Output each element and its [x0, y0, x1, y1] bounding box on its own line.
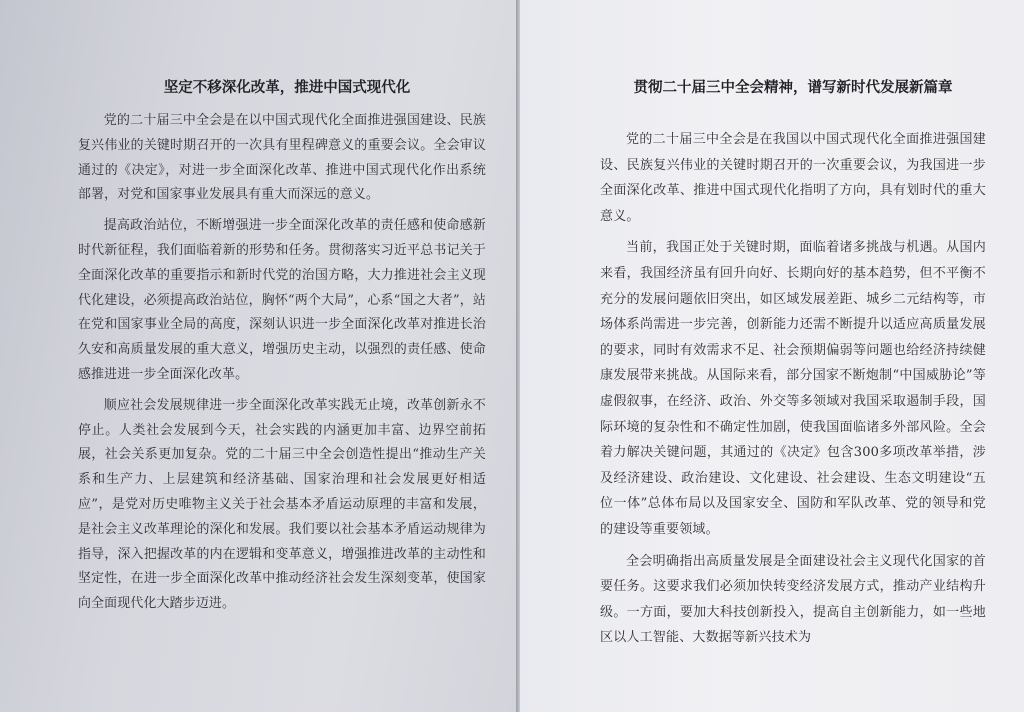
- right-document-page: [520, 0, 1024, 712]
- right-page-title: 贯彻二十届三中全会精神，谱写新时代发展新篇章: [633, 80, 953, 96]
- right-paragraph-3: 全会明确指出高质量发展是全面建设社会主义现代化国家的首要任务。这要求我们必须加快转变经济发展方式，推动产业结构升级。一方面，要加大科技创新投入，提高自主创新能力，如一些地区以人工智能、大数据等新兴技术为: [600, 553, 986, 646]
- left-paragraph-1: 党的二十届三中全会是在以中国式现代化全面推进强国建设、民族复兴伟业的关键时期召开的一次具有里程碑意义的重要会议。全会审议通过的《决定》，对进一步全面深化改革、推进中国式现代化作出系统部署，对党和国家事业发展具有重大而深远的意义。: [78, 113, 486, 203]
- left-paragraph-3: 顺应社会发展规律进一步全面深化改革实践无止境，改革创新永不停止。人类社会发展到今天，社会实践的内涵更加丰富、边界空前拓展，社会关系更加复杂。党的二十届三中全会创造性提出“推动生产关系和生产力、上层建筑和经济基础、国家治理和社会发展更好相适应”，是党对历史唯物主义关于社会基本矛盾运动原理的丰富和发展，是社会主义改革理论的深化和发展。我们要以社会基本矛盾运动规律为指导，深入把握改革的内在逻辑和变革意义，增强推进改革的主动性和坚定性，在进一步全面深化改革中推动经济社会发生深刻变革，使国家向全面现代化大踏步迈进。: [78, 397, 486, 612]
- right-paragraph-1: 党的二十届三中全会是在我国以中国式现代化全面推进强国建设、民族复兴伟业的关键时期召开的一次重要会议，为我国进一步全面深化改革、推进中国式现代化指明了方向，具有划时代的重大意义。: [600, 132, 986, 224]
- left-paragraph-2: 提高政治站位，不断增强进一步全面深化改革的责任感和使命感新时代新征程，我们面临着新的形势和任务。贯彻落实习近平总书记关于全面深化改革的重要指示和新时代党的治国方略，大力推进社会主义现代化建设，必须提高政治站位，胸怀“两个大局”，心系“国之大者”，站在党和国家事业全局的高度，深刻认识进一步全面深化改革对推进长治久安和高质量发展的重大意义，增强历史主动，以强烈的责任感、使命感推进进一步全面深化改革。: [78, 218, 486, 382]
- left-page-title: 坚定不移深化改革，推进中国式现代化: [163, 80, 411, 96]
- right-paragraph-2: 当前，我国正处于关键时期，面临着诸多挑战与机遇。从国内来看，我国经济虽有回升向好、长期向好的基本趋势，但不平衡不充分的发展问题依旧突出，如区域发展差距、城乡二元结构等，市场体系尚需进一步完善，创新能力还需不断提升以适应高质量发展的要求，同时有效需求不足、社会预期偏弱等问题也给经济持续健康发展带来挑战。从国际来看，部分国家不断炮制“中国威胁论”等虚假叙事，在经济、政治、外交等多领域对我国采取遏制手段，国际环境的复杂性和不确定性加剧，使我国面临诸多外部风险。全会着力解决关键问题，其通过的《决定》包含300多项改革举措，涉及经济建设、政治建设、文化建设、社会建设、生态文明建设“五位一体”总体布局以及国家安全、国防和军队改革、党的领导和党的建设等重要领域。: [600, 240, 986, 537]
